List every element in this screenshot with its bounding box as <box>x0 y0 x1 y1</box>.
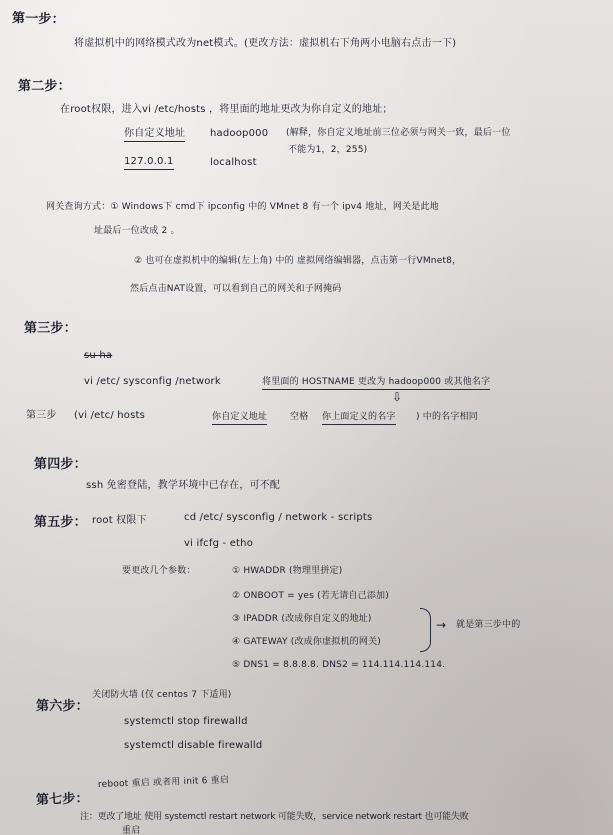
step7-tail: 重启 <box>122 826 141 835</box>
step3-sub-command: (vi /etc/ hosts <box>74 410 146 421</box>
step5-root-label: root 权限下 <box>92 515 147 526</box>
step5-param-3: ③ IPADDR (改成你自定义的地址) <box>232 614 372 624</box>
step5-vi-command: vi ifcfg - etho <box>184 538 254 549</box>
step1-text: 将虚拟机中的网络模式改为net模式。(更改方法：虚拟机右下角两小电脑右点击一下) <box>74 38 457 49</box>
step2-heading: 第二步： <box>18 79 71 94</box>
step4-text: ssh 免密登陆，教学环境中已存在，可不配 <box>86 480 281 491</box>
gateway-line3: ② 也可在虚拟机中的编辑(左上角) 中的 虚拟网络编辑器，点击第一行VMnet8， <box>134 256 462 266</box>
step3-struck-command: su ha <box>84 350 113 361</box>
step3-custom-address: 你自定义地址 <box>212 412 267 425</box>
step6-command-stop: systemctl stop firewalld <box>124 716 248 727</box>
step3-space: 空格 <box>290 412 309 422</box>
step2-custom-address-label: 你自定义地址 <box>124 128 185 142</box>
step7-text: reboot 重启 或者用 init 6 重启 <box>97 775 230 790</box>
step6-heading: 第六步： <box>36 699 89 714</box>
arrow-right-icon: → <box>436 618 447 632</box>
step1-heading: 第一步： <box>11 11 66 28</box>
gateway-line2: 址最后一位改成 2 。 <box>94 226 180 236</box>
step5-params-label: 要更改几个参数： <box>122 566 196 576</box>
step2-text: 在root权限，进入vi /etc/hosts ，将里面的地址更改为你自定义的地址； <box>60 104 393 115</box>
step5-param-4: ④ GATEWAY (改成你虚拟机的网关) <box>232 637 381 647</box>
step7-note: 注：更改了地址 使用 systemctl restart network 可能失败，service network restart 也可能失败 <box>80 812 469 822</box>
step2-localhost-name: localhost <box>210 157 257 168</box>
step3-defined-name: 你上面定义的名字 <box>322 412 396 425</box>
step3-sub-label: 第三步 <box>26 410 57 421</box>
step5-param-2: ② ONBOOT = yes (若无请自己添加) <box>232 591 389 601</box>
step5-heading: 第五步： <box>34 515 87 530</box>
gateway-line4: 然后点击NAT设置，可以看到自己的网关和子网掩码 <box>130 284 342 294</box>
step2-note-line1: (解释，你自定义地址前三位必须与网关一致，最后一位 <box>286 128 511 138</box>
step5-param-1: ① HWADDR (物理里拼定) <box>232 566 343 576</box>
gateway-line1: 网关查询方式：① Windows下 cmd下 ipconfig 中的 VMnet 8 有一个 ipv4 地址，网关是此地 <box>46 202 439 212</box>
step4-heading: 第四步： <box>34 457 87 472</box>
step3-description: 将里面的 HOSTNAME 更改为 hadoop000 或其他名字 <box>262 377 490 390</box>
brace-mark <box>420 608 431 652</box>
step7-heading: 第七步： <box>35 791 90 808</box>
step2-hostname: hadoop000 <box>210 128 269 139</box>
step5-brace-note: 就是第三步中的 <box>456 620 521 630</box>
step6-command-disable: systemctl disable firewalld <box>124 740 263 751</box>
step5-cd-command: cd /etc/ sysconfig / network - scripts <box>184 512 373 523</box>
step2-localhost-address: 127.0.0.1 <box>124 156 174 170</box>
step2-note-line2: 不能为1，2，255) <box>288 145 368 155</box>
arrow-down-icon: ⇩ <box>392 390 403 404</box>
step3-heading: 第三步： <box>24 321 77 336</box>
step5-param-5: ⑤ DNS1 = 8.8.8.8. DNS2 = 114.114.114.114. <box>232 660 446 670</box>
step6-text: 关闭防火墙 (仅 centos 7 下适用) <box>92 690 232 700</box>
step3-command: vi /etc/ sysconfig /network <box>84 376 221 387</box>
step3-sub-tail: ) 中的名字相同 <box>416 412 478 422</box>
